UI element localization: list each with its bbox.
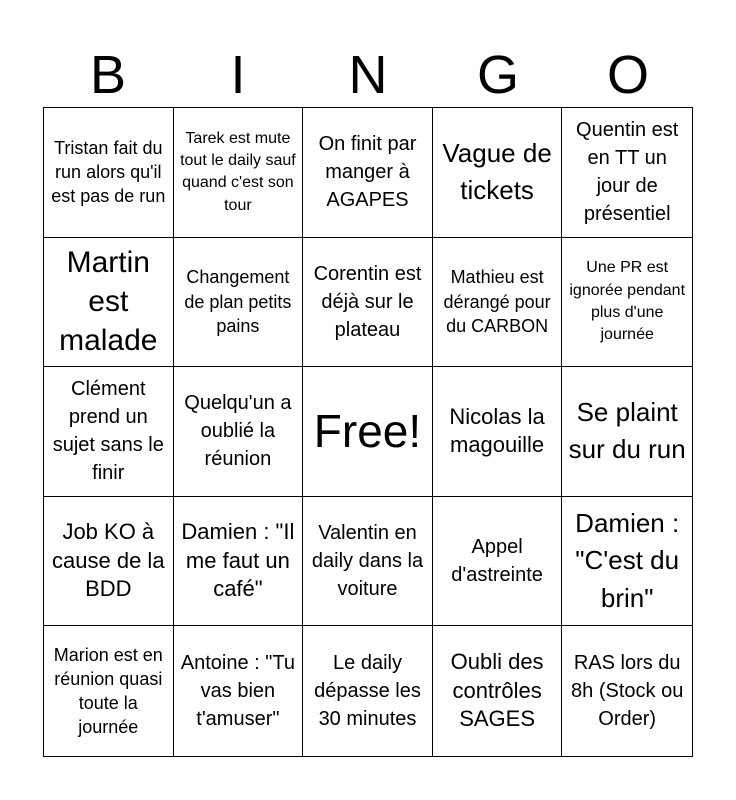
bingo-cell[interactable]: Job KO à cause de la BDD — [44, 497, 174, 627]
bingo-cell[interactable]: Damien : "C'est du brin" — [562, 497, 692, 627]
bingo-cell[interactable]: Le daily dépasse les 30 minutes — [303, 626, 433, 756]
bingo-cell[interactable]: Martin est malade — [44, 238, 174, 368]
bingo-cell[interactable]: Nicolas la magouille — [433, 367, 563, 497]
bingo-cell[interactable]: Vague de tickets — [433, 108, 563, 238]
bingo-cell[interactable]: Mathieu est dérangé pour du CARBON — [433, 238, 563, 368]
header-letter-b: B — [89, 45, 127, 105]
bingo-cell[interactable]: On finit par manger à AGAPES — [303, 108, 433, 238]
bingo-cell[interactable]: Valentin en daily dans la voiture — [303, 497, 433, 627]
header-letter-o: O — [606, 45, 649, 105]
bingo-cell[interactable]: Quentin est en TT un jour de présentiel — [562, 108, 692, 238]
bingo-cell[interactable]: Une PR est ignorée pendant plus d'une journée — [562, 238, 692, 368]
bingo-grid — [43, 107, 693, 757]
free-cell[interactable]: Free! — [303, 367, 433, 497]
bingo-cell[interactable]: Se plaint sur du run — [562, 367, 692, 497]
header-letter-i: I — [230, 45, 246, 105]
bingo-cell[interactable]: Oubli des contrôles SAGES — [433, 626, 563, 756]
bingo-cell[interactable]: Antoine : "Tu vas bien t'amuser" — [174, 626, 304, 756]
bingo-header — [43, 44, 693, 106]
bingo-cell[interactable]: Changement de plan petits pains — [174, 238, 304, 368]
bingo-cell[interactable]: Tarek est mute tout le daily sauf quand c'est son tour — [174, 108, 304, 238]
bingo-cell[interactable]: Tristan fait du run alors qu'il est pas de run — [44, 108, 174, 238]
header-letter-g: G — [476, 45, 519, 105]
bingo-cell[interactable]: Clément prend un sujet sans le finir — [44, 367, 174, 497]
header-letter-n: N — [348, 45, 388, 105]
bingo-cell[interactable]: Marion est en réunion quasi toute la journée — [44, 626, 174, 756]
bingo-cell[interactable]: Quelqu'un a oublié la réunion — [174, 367, 304, 497]
bingo-cell[interactable]: Appel d'astreinte — [433, 497, 563, 627]
bingo-cell[interactable]: Damien : "Il me faut un café" — [174, 497, 304, 627]
bingo-cell[interactable]: RAS lors du 8h (Stock ou Order) — [571, 652, 684, 731]
bingo-cell[interactable]: Corentin est déjà sur le plateau — [303, 238, 433, 368]
